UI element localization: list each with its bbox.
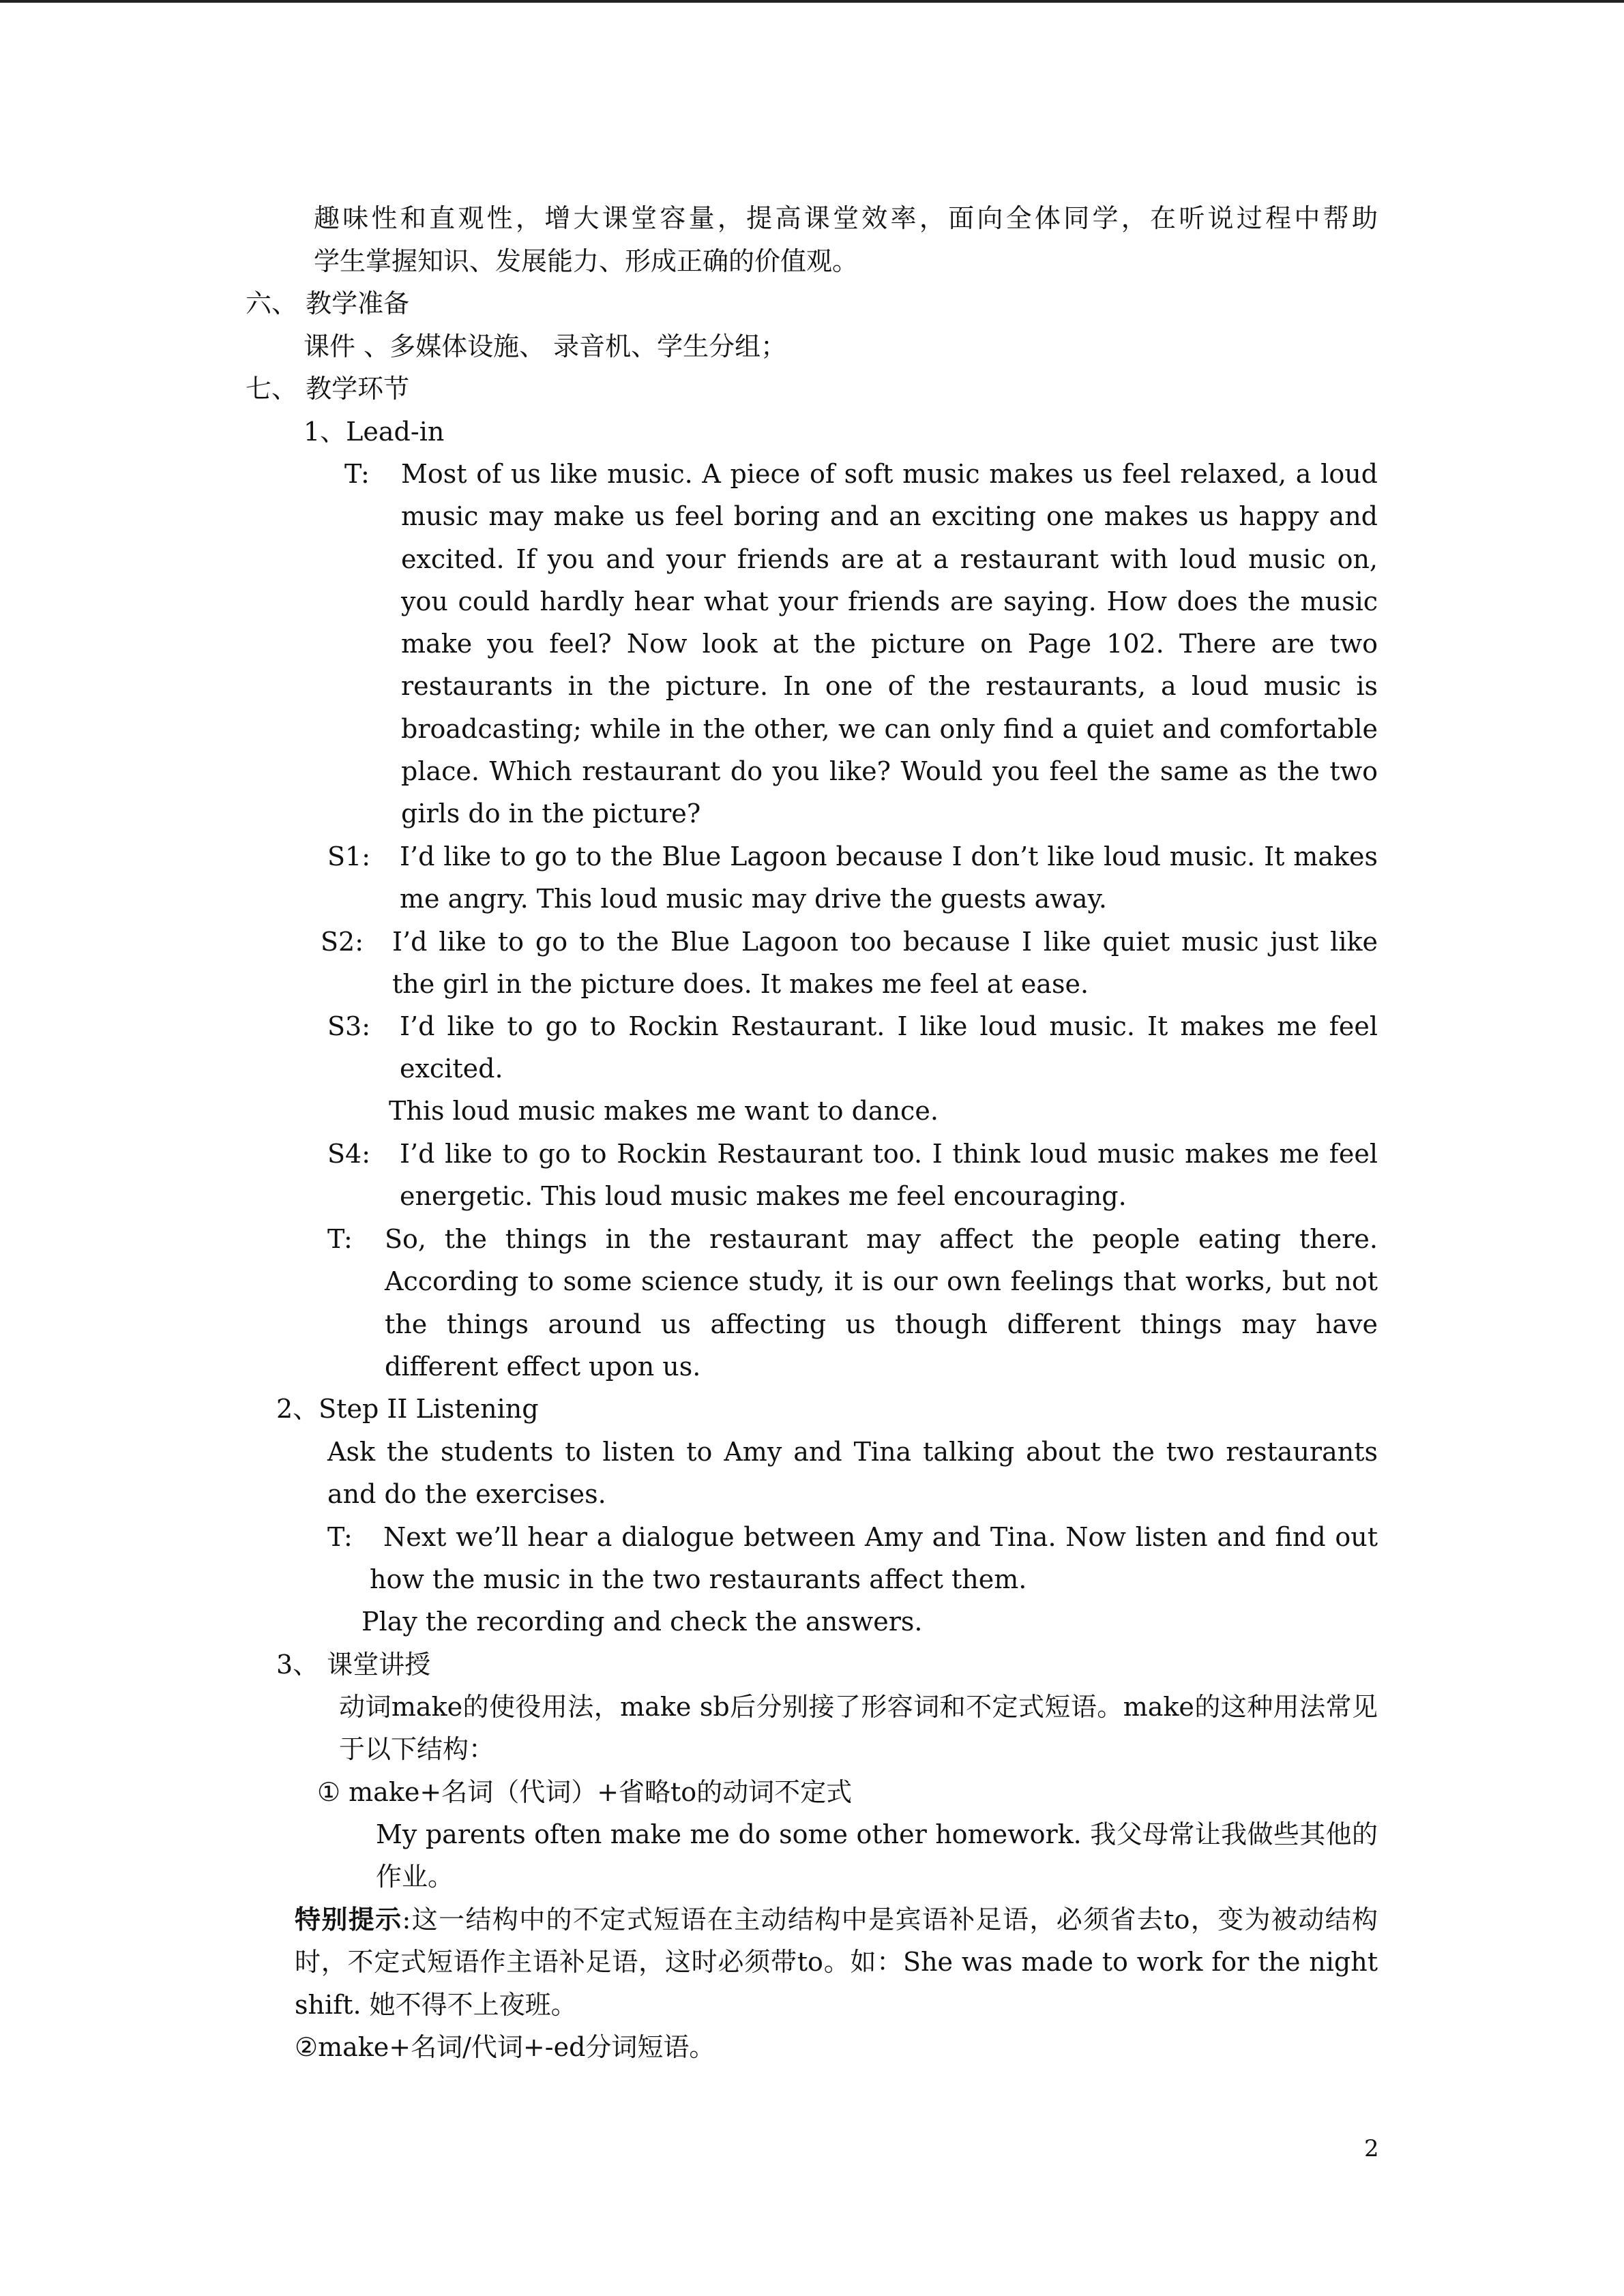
speaker-t-1: T: <box>344 459 370 489</box>
student-3-extra: This loud music makes me want to dance. <box>389 1096 939 1126</box>
play-recording-text: Play the recording and check the answers. <box>361 1607 923 1637</box>
step-2-heading: 2、Step II Listening <box>276 1394 539 1424</box>
item-1-example: My parents often make me do some other homework. 我父母常让我做些其他的作业。 <box>376 1819 1378 1892</box>
teacher-lead-in-text: Most of us like music. A piece of soft music makes us feel relaxed, a loud music may make us feel boring and an exciting one makes us happy and excited. If you and your friends are at a restaurant with loud music on, you could hardly hear what your friends are saying. How does the music make you feel? Now look at the picture on Page 102. There are two restaurants in the picture. In one of the restaurants, a loud music is broadcasting; while in the other, we can only find a quiet and comfortable place. Which restaurant do you like? Would you feel the same as the two girls do in the picture? <box>401 459 1378 829</box>
speaker-s3: S3: <box>327 1011 371 1041</box>
intro-line-1: 趣味性和直观性，增大课堂容量，提高课堂效率，面向全体同学，在听说过程中帮助 <box>314 203 1378 233</box>
special-tip-text: :这一结构中的不定式短语在主动结构中是宾语补足语，必须省去to，变为被动结构时，不定式短语作主语补足语，这时必须带to。如：She was made to work for the night shift. 她不得不上夜班。 <box>295 1905 1378 2020</box>
teacher-conclusion-text: So, the things in the restaurant may affect the people eating there. According to some science study, it is our own feelings that works, but not the things around us affecting us though different things may have different effect upon us. <box>385 1224 1378 1382</box>
step-3-intro: 动词make的使役用法，make sb后分别接了形容词和不定式短语。make的这种用法常见于以下结构： <box>339 1692 1378 1765</box>
page-top-border <box>0 0 1624 3</box>
speaker-t-2: T: <box>327 1224 353 1254</box>
student-1-text: I’d like to go to the Blue Lagoon because I don’t like loud music. It makes me angry. This loud music may drive the guests away. <box>400 841 1378 914</box>
special-tip <box>295 1898 1378 2026</box>
section-6-content: 课件 、多媒体设施、 录音机、学生分组； <box>304 331 787 361</box>
student-3-text: I’d like to go to Rockin Restaurant. I like loud music. It makes me feel excited. <box>400 1011 1378 1084</box>
teacher-listening-text: Next we’ll hear a dialogue between Amy and Tina. Now listen and find out how the music in the two restaurants affect them. <box>370 1522 1378 1595</box>
intro-line-2: 学生掌握知识、发展能力、形成正确的价值观。 <box>314 246 859 276</box>
section-7-heading: 七、 教学环节 <box>246 374 410 404</box>
step-2-instruction: Ask the students to listen to Amy and Tina talking about the two restaurants and do the exercises. <box>327 1437 1378 1510</box>
speaker-t-3: T: <box>327 1522 353 1552</box>
step-1-heading: 1、Lead-in <box>304 417 445 447</box>
speaker-s1: S1: <box>327 841 371 871</box>
special-tip-label: 特别提示 <box>295 1904 402 1935</box>
step-3-heading: 3、 课堂讲授 <box>276 1650 431 1680</box>
speaker-s4: S4: <box>327 1139 371 1169</box>
item-1-title: ① make+名词（代词）+省略to的动词不定式 <box>317 1777 853 1807</box>
speaker-s2: S2: <box>321 927 364 957</box>
item-2-title: ②make+名词/代词+-ed分词短语。 <box>295 2032 715 2062</box>
page-number: 2 <box>1364 2135 1379 2162</box>
student-4-text: I’d like to go to Rockin Restaurant too. I think loud music makes me feel energetic. This loud music makes me feel encouraging. <box>400 1139 1378 1212</box>
student-2-text: I’d like to go to the Blue Lagoon too because I like quiet music just like the girl in the picture does. It makes me feel at ease. <box>392 927 1378 1000</box>
section-6-heading: 六、 教学准备 <box>246 288 410 318</box>
